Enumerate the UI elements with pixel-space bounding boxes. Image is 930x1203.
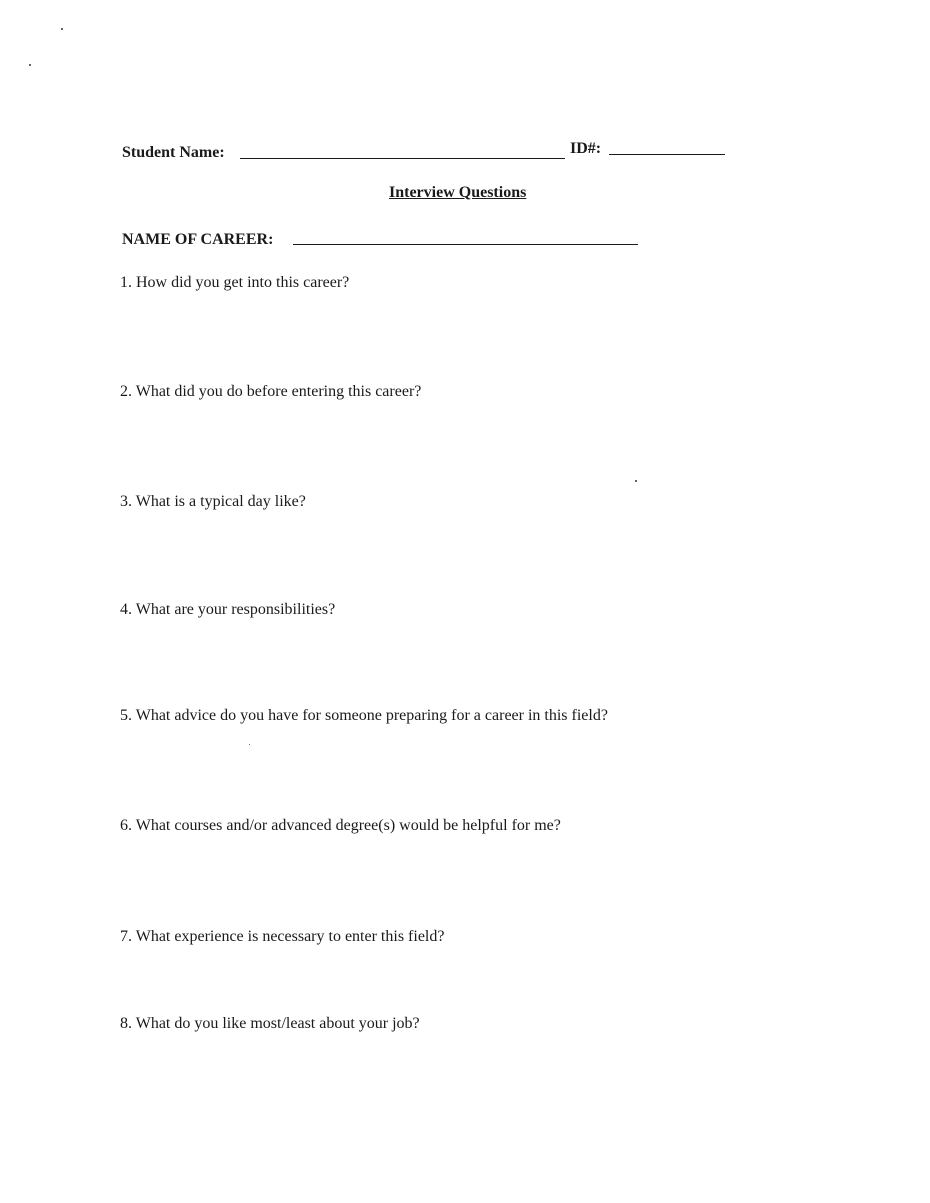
id-field[interactable] bbox=[609, 140, 725, 155]
student-info-row bbox=[122, 140, 732, 166]
scan-speck bbox=[61, 28, 63, 30]
question-2: 2. What did you do before entering this career? bbox=[120, 383, 422, 400]
scan-speck bbox=[29, 64, 31, 66]
question-1: 1. How did you get into this career? bbox=[120, 274, 350, 291]
question-4: 4. What are your responsibilities? bbox=[120, 601, 336, 618]
question-5: 5. What advice do you have for someone preparing for a career in this field? bbox=[120, 707, 608, 724]
career-row bbox=[122, 229, 642, 253]
career-label: NAME OF CAREER: bbox=[122, 231, 274, 248]
student-name-label: Student Name: bbox=[122, 144, 225, 161]
career-field[interactable] bbox=[293, 229, 638, 245]
question-8: 8. What do you like most/least about your job? bbox=[120, 1015, 420, 1032]
scan-speck bbox=[249, 744, 250, 745]
question-3: 3. What is a typical day like? bbox=[120, 493, 306, 510]
student-name-field[interactable] bbox=[240, 140, 565, 159]
question-6: 6. What courses and/or advanced degree(s) would be helpful for me? bbox=[120, 817, 561, 834]
page-title: Interview Questions bbox=[389, 184, 527, 201]
scan-speck bbox=[635, 480, 637, 482]
id-label: ID#: bbox=[570, 140, 602, 157]
question-7: 7. What experience is necessary to enter this field? bbox=[120, 928, 445, 945]
